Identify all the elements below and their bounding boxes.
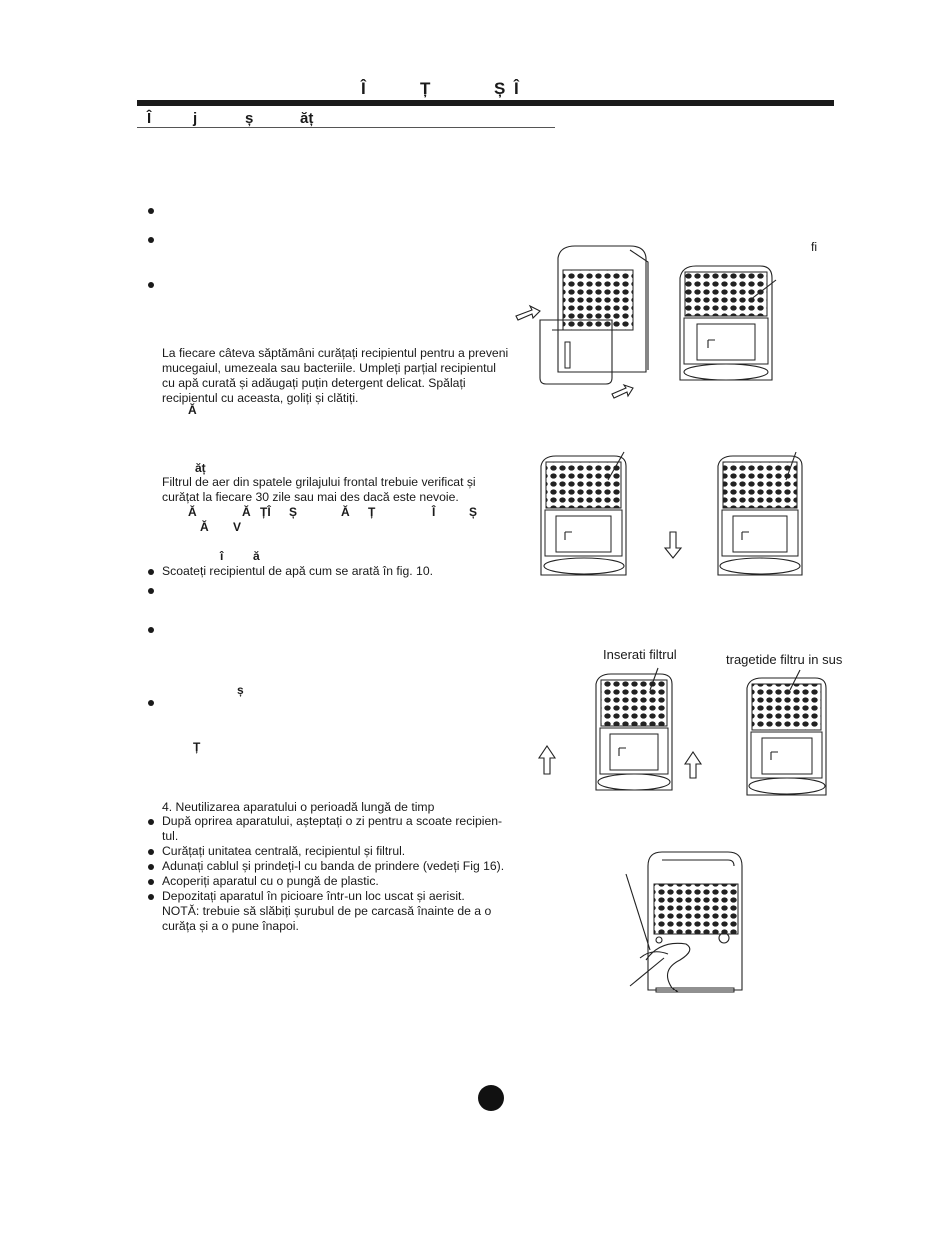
title-glyph-2: Ț bbox=[420, 79, 431, 98]
storage-item: Curățați unitatea centrală, recipientul și filtrul. bbox=[162, 844, 406, 858]
paragraph-line: mucegaiul, umezeala sau bacteriile. Umpleți parțial recipientul bbox=[162, 361, 496, 375]
storage-note: curăța și a o pune înapoi. bbox=[162, 919, 299, 933]
fig-filter-step-2 bbox=[718, 452, 802, 575]
storage-item: Acoperiți aparatul cu o pungă de plastic. bbox=[162, 874, 379, 888]
storage-note: NOTĂ: trebuie să slăbiți șurubul de pe carcasă înainte de a o bbox=[162, 904, 492, 918]
storage-heading: 4. Neutilizarea aparatului o perioadă lungă de timp bbox=[162, 800, 435, 814]
warning-glyph: Ă bbox=[341, 505, 350, 519]
fig-filter-step-1 bbox=[541, 452, 626, 575]
storage-item: Depozitați aparatul în picioare într-un loc uscat și aerisit. bbox=[162, 889, 465, 903]
title-glyph-4: Î bbox=[514, 79, 519, 98]
paragraph-line: curățat la fiecare 30 zile sau mai des dacă este nevoie. bbox=[162, 490, 459, 504]
warning-glyph: Ț bbox=[368, 505, 376, 519]
subtitle-glyph-2: j bbox=[193, 110, 198, 127]
warning-glyph: Ă bbox=[200, 520, 209, 534]
fig-unit-open bbox=[680, 266, 776, 380]
arrow-up-icon bbox=[685, 752, 701, 778]
storage-item: După oprirea aparatului, așteptați o zi pentru a scoate recipien- bbox=[162, 814, 503, 828]
storage-item: Adunați cablul și prindeți-l cu banda de prindere (vedeți Fig 16). bbox=[162, 859, 505, 873]
filter-heading-fragment: ăț bbox=[195, 461, 206, 475]
paragraph-line: cu apă curată și adăugați puțin detergent delicat. Spălați bbox=[162, 376, 466, 390]
paragraph-line: Filtrul de aer din spatele grilajului frontal trebuie verificat și bbox=[162, 475, 476, 489]
steps-heading-glyph: î bbox=[220, 549, 224, 563]
warning-glyph: V bbox=[233, 520, 242, 534]
subtitle-glyph-1: Î bbox=[147, 110, 152, 127]
title-glyph-3: Ș bbox=[494, 79, 506, 98]
fig-pull-filter bbox=[747, 670, 826, 795]
fig-insert-filter bbox=[596, 668, 672, 790]
title-glyph-1: Î bbox=[361, 79, 366, 98]
fig-tank-removal bbox=[516, 246, 648, 398]
warning-glyph: Ș bbox=[289, 505, 298, 519]
warning-glyph: Ă bbox=[242, 505, 251, 519]
warning-glyph: Î bbox=[432, 505, 436, 519]
s-mark-fragment: ș bbox=[237, 683, 244, 697]
warning-glyph: ȚÎ bbox=[260, 505, 271, 519]
storage-item: tul. bbox=[162, 829, 179, 843]
remove-tank-bullet: Scoateți recipientul de apă cum se arată în fig. 10. bbox=[162, 564, 433, 578]
subtitle-glyph-3: ș bbox=[245, 110, 254, 127]
warning-fragment: Ă bbox=[188, 403, 197, 417]
fi-fragment: fi bbox=[811, 240, 818, 254]
arrow-up-icon bbox=[539, 746, 555, 774]
caption-insert-filter: Inserati filtrul bbox=[603, 647, 677, 662]
warning-glyph: Ă bbox=[188, 505, 197, 519]
warning-glyph: Ș bbox=[469, 505, 478, 519]
fig-rear-cord bbox=[626, 852, 742, 992]
steps-heading-glyph: ă bbox=[253, 549, 260, 563]
caption-pull-filter: tragetide filtru in sus bbox=[726, 652, 843, 667]
t-mark-fragment: Ț bbox=[193, 740, 201, 754]
arrow-down-icon bbox=[665, 532, 681, 558]
paragraph-line: recipientul cu aceasta, goliți și clătiți. bbox=[162, 391, 359, 405]
subtitle-glyph-4: ăț bbox=[300, 110, 314, 127]
paragraph-line: La fiecare câteva săptămâni curățați recipientul pentru a preveni bbox=[162, 346, 509, 360]
